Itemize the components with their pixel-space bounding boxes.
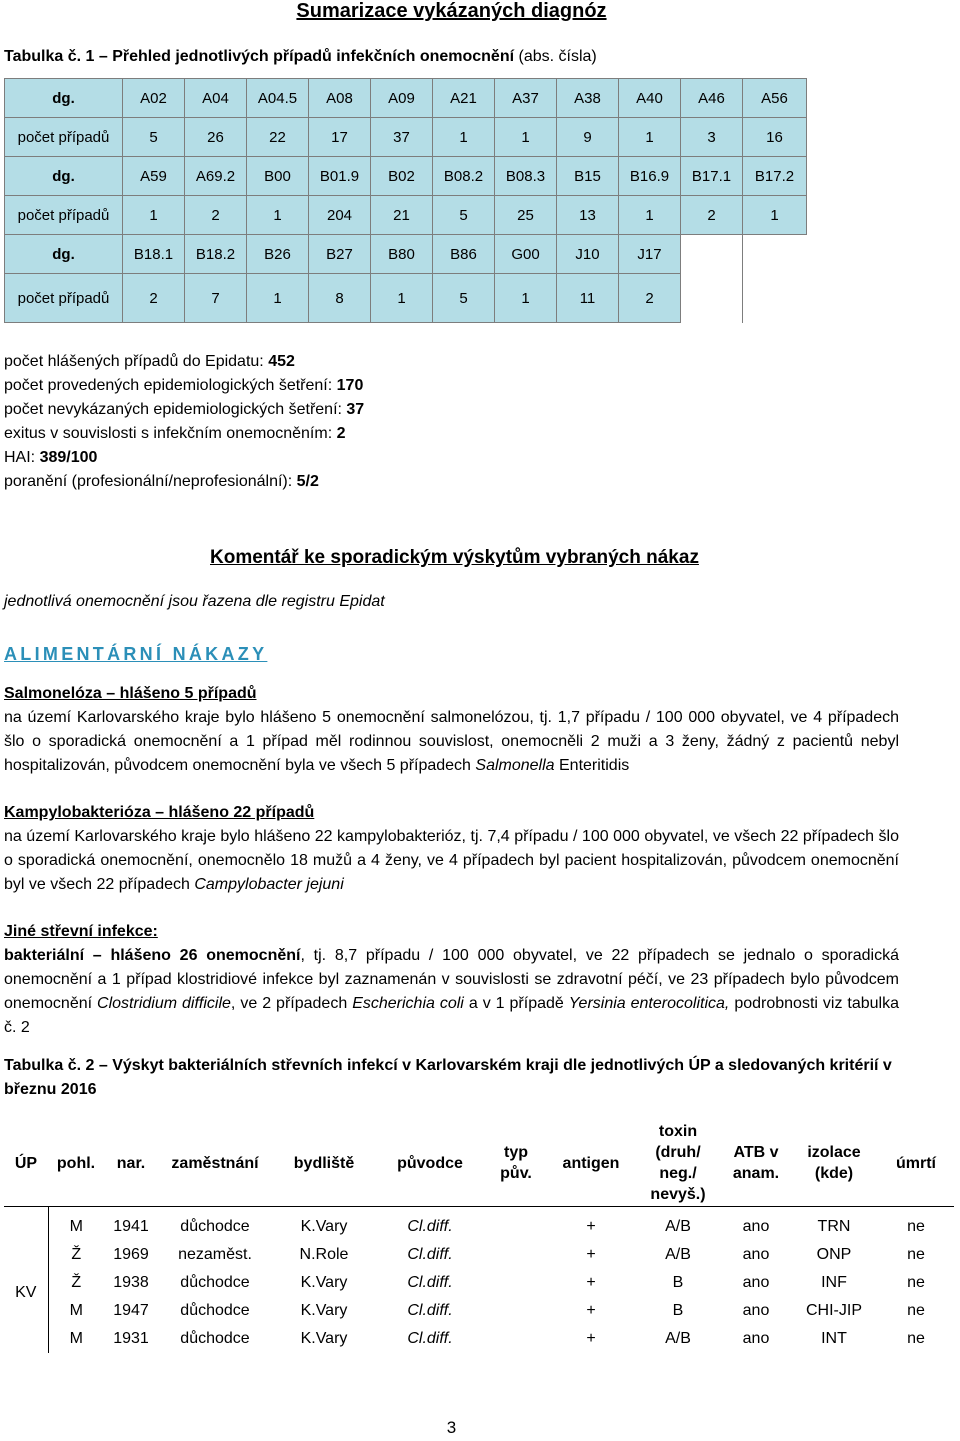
diagnosis-code: B18.1 [123, 235, 185, 274]
case-count: 1 [495, 274, 557, 323]
empty-cell [681, 235, 743, 274]
table-cell: Cl.diff. [407, 1218, 453, 1235]
campylo-organism: Campylobacter jejuni [194, 876, 344, 893]
diagnosis-code: A40 [619, 79, 681, 118]
registry-note: jednotlivá onemocnění jsou řazena dle registru Epidat [4, 593, 385, 610]
case-count: 5 [433, 196, 495, 235]
case-count: 25 [495, 196, 557, 235]
summary-label: počet provedených epidemiologických šetření: [4, 377, 337, 394]
case-count: 1 [743, 196, 807, 235]
table2-caption-bold: Tabulka č. 2 [4, 1057, 95, 1074]
diagnosis-code: B27 [309, 235, 371, 274]
other-text [4, 944, 899, 1040]
diagnosis-code: A37 [495, 79, 557, 118]
diagnosis-code: J10 [557, 235, 619, 274]
campylo-heading: Kampylobakterióza – hlášeno 22 případů [4, 804, 315, 821]
summary-line [4, 374, 364, 398]
summary-value: 2 [336, 425, 346, 442]
table-cell: M [69, 1302, 83, 1319]
table-cell: INF [821, 1274, 847, 1291]
diagnosis-code: B02 [371, 157, 433, 196]
column-header: úmrtí [896, 1154, 936, 1172]
case-count: 5 [433, 274, 495, 323]
table-row [4, 1207, 954, 1242]
table-cell: ONP [816, 1246, 852, 1263]
empty-cell [681, 274, 743, 323]
salmonella-heading: Salmonelóza – hlášeno 5 případů [4, 685, 257, 702]
diagnosis-code: B80 [371, 235, 433, 274]
bacterial-infections-table [4, 1120, 954, 1353]
table-row [4, 1325, 954, 1353]
table-cell: důchodce [180, 1274, 250, 1291]
campylo-body: na území Karlovarského kraje bylo hlášeno 22 kampylobakterióz, tj. 7,4 případu / 100 000 obyvatel, ve všech 22 případech šlo o sporadická onemocnění, onemocnělo 18 mužů a 4 ženy, ve 4 případech byl pacient hospitalizován, původcem onemocnění byl ve všech 22 případech [4, 828, 899, 893]
case-count-row [5, 196, 807, 235]
diagnosis-code: A08 [309, 79, 371, 118]
diagnosis-code: A59 [123, 157, 185, 196]
table2-caption-rest: – Výskyt bakteriálních střevních infekcí v Karlovarském kraji dle jednotlivých ÚP a sledovaných kritérií v březnu 2016 [4, 1057, 892, 1098]
diagnosis-code: A04.5 [247, 79, 309, 118]
table-cell: 1931 [113, 1330, 149, 1347]
table-cell: Ž [71, 1246, 82, 1263]
summary-value: 37 [346, 401, 365, 418]
case-count: 2 [619, 274, 681, 323]
case-count: 1 [495, 118, 557, 157]
case-count: 1 [247, 274, 309, 323]
case-count: 11 [557, 274, 619, 323]
page-title: Sumarizace vykázaných diagnóz [296, 0, 607, 22]
summary-line [4, 350, 364, 374]
table-cell: K.Vary [300, 1302, 348, 1319]
case-count: 1 [619, 196, 681, 235]
diagnosis-code: B17.1 [681, 157, 743, 196]
table-cell: ne [907, 1330, 925, 1347]
summary-line [4, 422, 364, 446]
other-org2: Escherichia coli [352, 995, 464, 1012]
other-infections-section [4, 920, 899, 1040]
table-cell: M [69, 1330, 83, 1347]
case-count: 22 [247, 118, 309, 157]
page-number: 3 [446, 1418, 457, 1437]
salmonella-text [4, 706, 899, 778]
diagnosis-code-row [5, 157, 807, 196]
case-count: 2 [123, 274, 185, 323]
case-count: 37 [371, 118, 433, 157]
table-cell [484, 1297, 548, 1325]
count-label: počet případů [5, 118, 123, 157]
case-count: 204 [309, 196, 371, 235]
column-header: pohl. [56, 1154, 96, 1172]
table-cell [484, 1241, 548, 1269]
table-cell: Cl.diff. [407, 1274, 453, 1291]
case-count: 8 [309, 274, 371, 323]
table-cell: CHI-JIP [806, 1302, 862, 1319]
case-count: 17 [309, 118, 371, 157]
table-cell: ne [907, 1218, 925, 1235]
diagnosis-code: B86 [433, 235, 495, 274]
campylo-text [4, 825, 899, 897]
diagnosis-code: B08.2 [433, 157, 495, 196]
diagnosis-code: B01.9 [309, 157, 371, 196]
diagnosis-code: B15 [557, 157, 619, 196]
diagnosis-code: A46 [681, 79, 743, 118]
table-cell: ne [907, 1274, 925, 1291]
case-count: 2 [185, 196, 247, 235]
diagnosis-code: B26 [247, 235, 309, 274]
summary-list [4, 350, 364, 494]
table-cell: + [586, 1274, 596, 1291]
table-cell: A/B [665, 1246, 691, 1263]
section-heading: ALIMENTÁRNÍ NÁKAZY [4, 644, 268, 664]
table-cell: TRN [817, 1218, 851, 1235]
table-cell: B [672, 1274, 684, 1291]
table-cell: Cl.diff. [407, 1330, 453, 1347]
summary-value: 5/2 [296, 473, 319, 490]
empty-cell [743, 235, 807, 274]
case-count: 9 [557, 118, 619, 157]
table-cell: 1941 [113, 1218, 149, 1235]
other-text2: , ve 2 případech [230, 995, 353, 1012]
case-count-row [5, 274, 807, 323]
summary-label: HAI: [4, 449, 40, 466]
column-header: nar. [116, 1154, 146, 1172]
table-cell: ano [742, 1218, 770, 1235]
other-lead: bakteriální – hlášeno 26 onemocnění [4, 947, 301, 964]
case-count-row [5, 118, 807, 157]
diagnosis-code: B08.3 [495, 157, 557, 196]
table1-caption-rest: (abs. čísla) [514, 48, 597, 65]
table-cell: + [586, 1246, 596, 1263]
table-cell: důchodce [180, 1302, 250, 1319]
summary-label: poranění (profesionální/neprofesionální): [4, 473, 297, 490]
table-cell: A/B [665, 1330, 691, 1347]
other-heading: Jiné střevní infekce: [4, 923, 158, 940]
table-row [4, 1241, 954, 1269]
diagnosis-code: A38 [557, 79, 619, 118]
column-header: zaměstnání [171, 1154, 259, 1172]
table-cell [484, 1325, 548, 1353]
summary-value: 389/100 [39, 449, 98, 466]
column-header: toxin (druh/ neg./ nevyš.) [650, 1123, 706, 1203]
column-header: izolace (kde) [807, 1144, 861, 1182]
table-row [4, 1297, 954, 1325]
case-count: 13 [557, 196, 619, 235]
table-cell: 1938 [113, 1274, 149, 1291]
table-cell: ano [742, 1302, 770, 1319]
summary-label: počet nevykázaných epidemiologických šetření: [4, 401, 347, 418]
salmonella-organism: Salmonella [475, 757, 555, 774]
case-count: 1 [371, 274, 433, 323]
empty-cell [743, 274, 807, 323]
count-label: počet případů [5, 196, 123, 235]
summary-line [4, 446, 364, 470]
other-text3: a v 1 případě [463, 995, 569, 1012]
other-org1: Clostridium difficile [97, 995, 231, 1012]
diagnosis-code: B18.2 [185, 235, 247, 274]
dg-label: dg. [5, 235, 123, 274]
column-header: bydliště [293, 1154, 355, 1172]
table-cell: ano [742, 1330, 770, 1347]
diagnosis-code: A02 [123, 79, 185, 118]
diagnosis-code-row [5, 79, 807, 118]
table1-caption [4, 46, 597, 68]
comment-title: Komentář ke sporadickým výskytům vybraných nákaz [210, 547, 699, 568]
summary-label: počet hlášených případů do Epidatu: [4, 353, 269, 370]
diagnosis-code: A56 [743, 79, 807, 118]
diagnosis-code: A04 [185, 79, 247, 118]
case-count: 2 [681, 196, 743, 235]
diagnosis-code: B17.2 [743, 157, 807, 196]
table-cell: důchodce [180, 1218, 250, 1235]
other-text4: podrobnosti viz tabulka č. 2 [4, 995, 900, 1036]
table-cell: N.Role [299, 1246, 349, 1263]
column-header: antigen [562, 1154, 620, 1172]
salmonella-tail: Enteritidis [554, 757, 630, 774]
column-header: typ pův. [500, 1144, 532, 1182]
summary-line [4, 398, 364, 422]
table-cell: + [586, 1330, 596, 1347]
summary-value: 170 [336, 377, 364, 394]
table-cell: K.Vary [300, 1330, 348, 1347]
dg-label: dg. [5, 79, 123, 118]
table-cell: nezaměst. [178, 1246, 252, 1263]
case-count: 26 [185, 118, 247, 157]
case-count: 21 [371, 196, 433, 235]
column-header: ÚP [14, 1154, 38, 1172]
table-cell: Ž [71, 1274, 82, 1291]
table-row [4, 1269, 954, 1297]
table-cell: B [672, 1302, 684, 1319]
salmonella-body: na území Karlovarského kraje bylo hlášeno 5 onemocnění salmonelózou, tj. 1,7 případu / 100 000 obyvatel, ve 4 případech šlo o sporadická onemocnění a 1 případ měl rodinnou souvislost, onemocněli 2 muži a 3 ženy, žádný z pacientů nebyl hospitalizován, původcem onemocnění byla ve všech 5 případech [4, 709, 899, 774]
other-text1: , tj. 8,7 případu / 100 000 obyvatel, ve 22 případech se jednalo o sporadická onemocnění a 1 případ klostridiové infekce byl zaznamenán v souvislosti se zdravotní péčí, ve 23 případech bylo původcem onemocnění [4, 947, 900, 1012]
table-cell: ne [907, 1302, 925, 1319]
table-cell: ne [907, 1246, 925, 1263]
diagnosis-code: B16.9 [619, 157, 681, 196]
case-count: 1 [123, 196, 185, 235]
table-cell: M [69, 1218, 83, 1235]
diagnosis-code: B00 [247, 157, 309, 196]
summary-label: exitus v souvislosti s infekčním onemocněním: [4, 425, 337, 442]
diagnosis-code-row [5, 235, 807, 274]
table-cell [484, 1207, 548, 1242]
case-count: 3 [681, 118, 743, 157]
diagnosis-code: A21 [433, 79, 495, 118]
table-cell: + [586, 1218, 596, 1235]
summary-line [4, 470, 364, 494]
table-cell: důchodce [180, 1330, 250, 1347]
case-count: 7 [185, 274, 247, 323]
case-count: 1 [247, 196, 309, 235]
table-cell: 1969 [113, 1246, 149, 1263]
column-header: původce [397, 1154, 463, 1172]
case-count: 5 [123, 118, 185, 157]
up-cell: KV [4, 1207, 48, 1354]
column-header: ATB v anam. [732, 1144, 780, 1182]
salmonella-section [4, 682, 899, 778]
case-count: 16 [743, 118, 807, 157]
table-cell: ano [742, 1274, 770, 1291]
campylo-section [4, 801, 899, 897]
diagnosis-code: J17 [619, 235, 681, 274]
diagnosis-code: G00 [495, 235, 557, 274]
diagnosis-code: A09 [371, 79, 433, 118]
table-cell: 1947 [113, 1302, 149, 1319]
diagnosis-code: A69.2 [185, 157, 247, 196]
dg-label: dg. [5, 157, 123, 196]
table-cell: A/B [665, 1218, 691, 1235]
table2-caption [4, 1054, 904, 1102]
table-cell: INT [821, 1330, 847, 1347]
table-cell: + [586, 1302, 596, 1319]
table-cell: K.Vary [300, 1218, 348, 1235]
count-label: počet případů [5, 274, 123, 323]
other-org3: Yersinia enterocolitica, [568, 995, 730, 1012]
table-cell: Cl.diff. [407, 1302, 453, 1319]
case-count: 1 [619, 118, 681, 157]
summary-value: 452 [268, 353, 295, 370]
case-count: 1 [433, 118, 495, 157]
table1-caption-bold: Tabulka č. 1 – Přehled jednotlivých případů infekčních onemocnění [4, 48, 515, 65]
table-cell [484, 1269, 548, 1297]
table-cell: Cl.diff. [407, 1246, 453, 1263]
table-cell: K.Vary [300, 1274, 348, 1291]
table-cell: ano [742, 1246, 770, 1263]
diagnosis-table [4, 78, 807, 323]
